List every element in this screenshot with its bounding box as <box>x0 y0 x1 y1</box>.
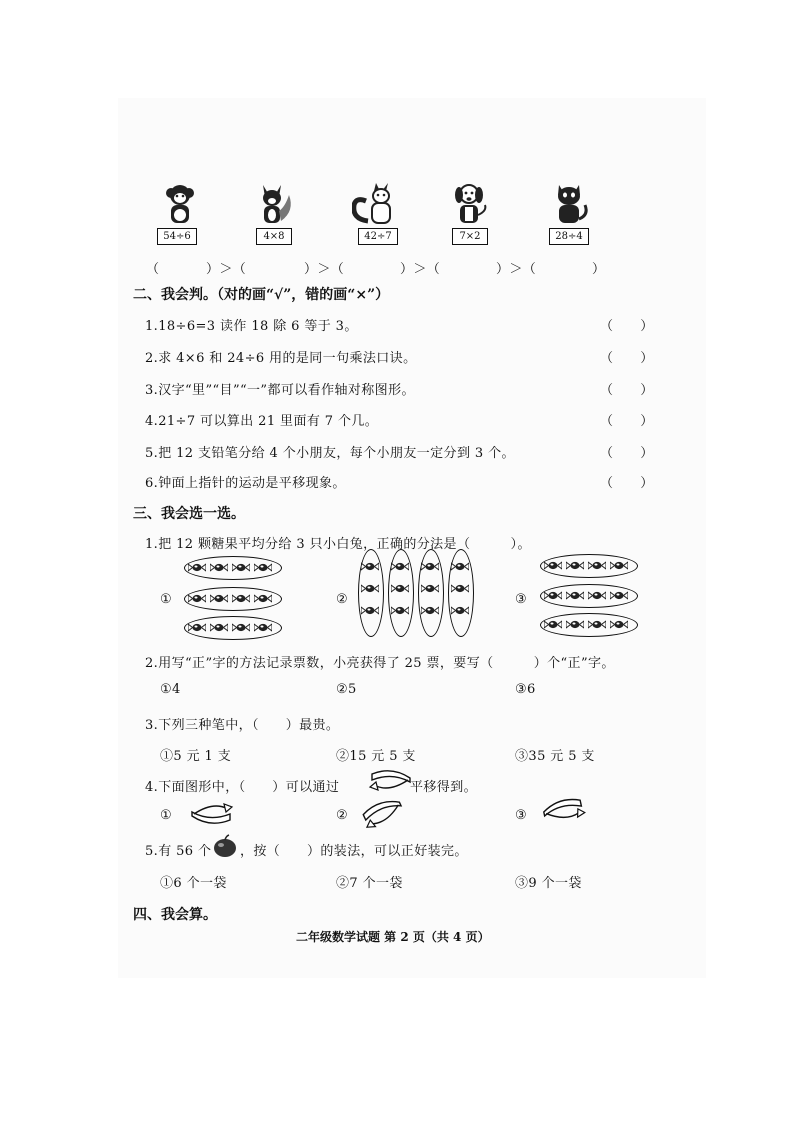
page-footer: 二年级数学试题 第 2 页（共 4 页） <box>296 930 490 944</box>
expr-box-1: 54÷6 <box>157 228 197 245</box>
expr-box-5: 28÷4 <box>549 228 589 245</box>
judge-blank-2[interactable]: （ ） <box>600 351 654 366</box>
candy-icon <box>210 623 228 632</box>
arrow-option-2-icon <box>360 796 406 828</box>
q1-option-3-label[interactable]: ③ <box>515 592 528 607</box>
monkey-icon <box>157 181 203 227</box>
candy-icon <box>610 591 628 600</box>
judge-blank-4[interactable]: （ ） <box>600 414 654 429</box>
candy-icon <box>254 623 272 632</box>
expr-box-3: 42÷7 <box>358 228 398 245</box>
judge-blank-5[interactable]: （ ） <box>600 446 654 461</box>
expr-box-2: 4×8 <box>256 228 292 245</box>
judge-item-4: 4.21÷7 可以算出 21 里面有 7 个几。 <box>145 414 379 429</box>
judge-item-3: 3.汉字“里”“目”“一”都可以看作轴对称图形。 <box>145 383 415 398</box>
candy-icon <box>361 606 379 615</box>
choice-q4-text-b: 平移得到。 <box>410 780 478 795</box>
apple-icon <box>212 834 238 858</box>
q2-option-3[interactable]: ③6 <box>515 682 536 697</box>
candy-icon <box>421 584 439 593</box>
arrow-option-1-icon <box>188 800 234 826</box>
choice-q1-text: 1.把 12 颗糖果平均分给 3 只小白兔，正确的分法是（ ）。 <box>145 537 531 552</box>
candy-icon <box>451 606 469 615</box>
candy-icon <box>188 563 206 572</box>
judge-blank-3[interactable]: （ ） <box>600 383 654 398</box>
arrow-option-3-icon <box>540 798 586 828</box>
candy-icon <box>544 561 562 570</box>
candy-icon <box>451 562 469 571</box>
judge-item-5: 5.把 12 支铅笔分给 4 个小朋友，每个小朋友一定分到 3 个。 <box>145 446 515 461</box>
candy-icon <box>566 591 584 600</box>
judge-item-2: 2.求 4×6 和 24÷6 用的是同一句乘法口诀。 <box>145 351 417 366</box>
judge-item-1: 1.18÷6=3 读作 18 除 6 等于 3。 <box>145 319 358 334</box>
q2-option-2[interactable]: ②5 <box>336 682 357 697</box>
q4-option-1-label[interactable]: ① <box>160 808 173 823</box>
candy-icon <box>391 606 409 615</box>
q1-option-1-label[interactable]: ① <box>160 592 173 607</box>
curved-arrow-icon <box>368 768 414 794</box>
choice-q2-text: 2.用写“正”字的方法记录票数，小亮获得了 25 票，要写（ ）个“正”字。 <box>145 656 615 671</box>
compare-paren-3: ）＞（ <box>304 262 345 277</box>
candy-icon <box>566 620 584 629</box>
candy-icon <box>421 606 439 615</box>
choice-q5-text-a: 5.有 56 个 <box>145 844 212 859</box>
judge-item-6: 6.钟面上指针的运动是平移现象。 <box>145 476 346 491</box>
candy-icon <box>361 584 379 593</box>
q3-option-1[interactable]: ①5 元 1 支 <box>160 749 232 764</box>
candy-icon <box>588 591 606 600</box>
cat-icon <box>547 181 593 227</box>
candy-icon <box>232 563 250 572</box>
judge-blank-6[interactable]: （ ） <box>600 476 654 491</box>
compare-paren-4: ）＞（ <box>400 262 441 277</box>
candy-icon <box>188 623 206 632</box>
candy-icon <box>421 562 439 571</box>
candy-icon <box>451 584 469 593</box>
candy-icon <box>588 561 606 570</box>
candy-icon <box>391 562 409 571</box>
q2-option-1[interactable]: ①4 <box>160 682 181 697</box>
candy-icon <box>188 594 206 603</box>
candy-icon <box>361 562 379 571</box>
candy-icon <box>544 591 562 600</box>
squirrel-icon <box>352 181 398 227</box>
candy-icon <box>588 620 606 629</box>
q5-option-2[interactable]: ②7 个一袋 <box>336 876 403 891</box>
candy-icon <box>566 561 584 570</box>
q5-option-3[interactable]: ③9 个一袋 <box>515 876 582 891</box>
candy-icon <box>544 620 562 629</box>
section4-title: 四、我会算。 <box>133 907 217 923</box>
compare-paren-1: （ <box>146 262 160 277</box>
judge-blank-1[interactable]: （ ） <box>600 319 654 334</box>
candy-icon <box>391 584 409 593</box>
choice-q3-text: 3.下列三种笔中，（ ）最贵。 <box>145 718 340 733</box>
choice-q4-text-a: 4.下面图形中，（ ）可以通过 <box>145 780 340 795</box>
candy-icon <box>610 620 628 629</box>
compare-paren-6: ） <box>592 262 606 277</box>
choice-q5-text-b: ，按（ ）的装法，可以正好装完。 <box>240 844 468 859</box>
compare-paren-5: ）＞（ <box>496 262 537 277</box>
section3-title: 三、我会选一选。 <box>133 506 245 522</box>
q3-option-3[interactable]: ③35 元 5 支 <box>515 749 595 764</box>
dog-icon <box>447 181 493 227</box>
fox-icon <box>251 181 297 227</box>
candy-icon <box>210 563 228 572</box>
expr-box-4: 7×2 <box>452 228 488 245</box>
candy-icon <box>610 561 628 570</box>
q4-option-2-label[interactable]: ② <box>336 808 349 823</box>
candy-icon <box>254 594 272 603</box>
q4-option-3-label[interactable]: ③ <box>515 808 528 823</box>
candy-icon <box>232 623 250 632</box>
candy-icon <box>254 563 272 572</box>
candy-icon <box>232 594 250 603</box>
candy-icon <box>210 594 228 603</box>
q1-option-2-label[interactable]: ② <box>336 592 349 607</box>
q3-option-2[interactable]: ②15 元 5 支 <box>336 749 416 764</box>
q5-option-1[interactable]: ①6 个一袋 <box>160 876 227 891</box>
section2-title: 二、我会判。（对的画“√”，错的画“×”） <box>133 287 390 303</box>
compare-paren-2: ）＞（ <box>206 262 247 277</box>
